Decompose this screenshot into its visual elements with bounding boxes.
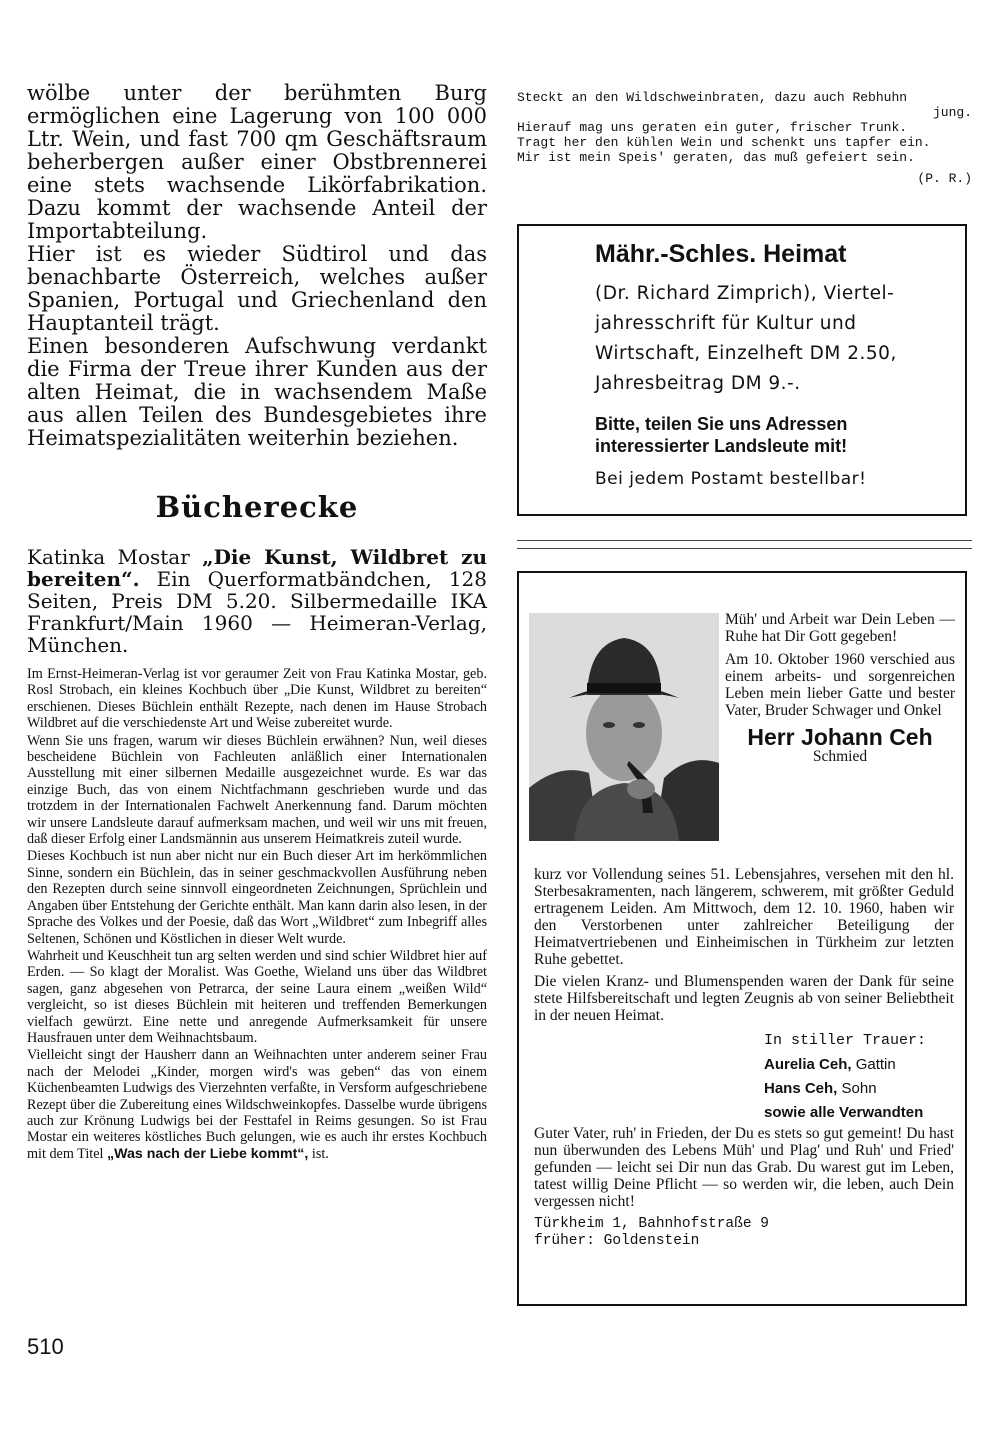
ad-request-line: interessierter Landsleute mit!	[595, 436, 848, 456]
advertisement-box	[517, 224, 967, 516]
mourning-label: In stiller Trauer:	[764, 1032, 927, 1049]
mourner-relation: Gattin	[855, 1056, 896, 1073]
deceased-name: Herr Johann Ceh	[747, 724, 933, 750]
ad-request	[595, 413, 965, 457]
obituary-intro-block	[725, 611, 955, 783]
lead-article	[27, 82, 487, 450]
review-paragraph: Im Ernst-Heimeran-Verlag ist vor geraumer Zeit von Frau Katinka Mostar, geb. Rosl Strobach, ein kleines Kochbuch über „Die Kunst, Wildbret zu bereiten“ erschienen. Dieses Büchlein enthält Rezepte, nach denen im Hause Strobach Wildbret auf die verschiedenste Art und Weise zubereitet wurde.	[27, 666, 487, 732]
mourner-name: sowie alle Verwandten	[764, 1104, 924, 1121]
section-heading: Bücherecke	[155, 490, 359, 524]
mourners-block	[764, 1032, 954, 1125]
ad-line: jahresschrift für Kultur und	[595, 313, 857, 334]
portrait-photo	[529, 613, 719, 841]
article-paragraph: wölbe unter der berühmten Burg ermöglichen eine Lagerung von 100 000 Ltr. Wein, und fast 700 qm Geschäftsraum beherbergen außer einer Obstbrennerei eine stets wachsende Likörfabrikation. Dazu kommt der wachsende Anteil der Importabteilung.	[27, 81, 487, 243]
obituary-address: Türkheim 1, Bahnhofstraße 9	[534, 1216, 769, 1232]
ad-request-line: Bitte, teilen Sie uns Adressen	[595, 414, 848, 434]
obituary-thanks: Die vielen Kranz- und Blumenspenden waren der Dank für seine stete Hilfsbereitschaft und legten Zeugnis ab von seiner Beliebtheit in der neuen Heimat.	[534, 973, 954, 1024]
review-paragraph-text: Vielleicht singt der Hausherr dann an Weihnachten unter anderem seiner Frau nach der Melodei „Kinder, morgen wird's was geben“ das von einem Küchenbeamten Ludwigs des Vierzehnten verfaßte, in Versform aufgeschriebene Rezept über die Zubereitung eines Wildschweinkopfes. Dasselbe wurde übrigens auch zur Krönung Ludwigs bei der Festtafel in Reims gesungen. So ist Frau Mostar ein weiteres köstliches Buch gelungen, wie es auch ihr erstes Kochbuch mit dem Titel	[27, 1047, 487, 1162]
poem-line: jung.	[932, 105, 972, 120]
article-paragraph: Einen besonderen Aufschwung verdankt die Firma der Treue ihrer Kunden aus der alten Heimat, die in wachsendem Maße aus allen Teilen des Bundesgebietes ihre Heimatspezialitäten weiterhin beziehen.	[27, 334, 487, 450]
ad-line: Wirtschaft, Einzelheft DM 2.50,	[595, 343, 897, 364]
book-author: Katinka Mostar	[27, 545, 190, 569]
poem-line: Steckt an den Wildschweinbraten, dazu auch Rebhuhn	[517, 90, 908, 105]
poem-excerpt	[517, 90, 972, 186]
mourner	[764, 1101, 954, 1125]
book-reference	[27, 546, 487, 656]
poem-line: Mir ist mein Speis' geraten, das muß gefeiert sein.	[517, 150, 915, 165]
obituary-intro: Am 10. Oktober 1960 verschied aus einem arbeits- und sorgenreichen Leben mein lieber Gatte und bester Vater, Bruder Schwager und Onkel	[725, 651, 955, 719]
ad-line: (Dr. Richard Zimprich), Viertel-	[595, 283, 895, 304]
poem-line: Hierauf mag uns geraten ein guter, frischer Trunk.	[517, 120, 908, 135]
poem-line: Tragt her den kühlen Wein und schenkt uns tapfer ein.	[517, 135, 931, 150]
mourner	[764, 1053, 954, 1077]
mourner-name: Aurelia Ceh,	[764, 1056, 852, 1073]
obituary-verse-top: Müh' und Arbeit war Dein Leben — Ruhe hat Dir Gott gegeben!	[725, 611, 955, 645]
obituary-verse: Guter Vater, ruh' in Frieden, der Du es stets so gut gemeint! Du hast nun überwunden des Lebens Müh' und Plag' und Ruh' und Fried' gefunden — leicht sei Dir nun das Grab. Du warest gut im Leben, tatest willig Deine Pflicht — so werden wir, die leben, auch Dein vergessen nicht!	[534, 1125, 954, 1210]
review-paragraph: Wahrheit und Keuschheit tun arg selten werden und sind schier Wildbret hier auf Erden. — So klagt der Moralist. Was Goethe, Wieland uns über das Wildbret sagen, ganz abgesehen von Petrarca, der seine Laura einem „weißen Wild“ vergleicht, so ist dieses Büchlein mit heiteren und treffenden Bemerkungen vielfach gewürzt. Eine nette und anregende Aufmerksamkeit für unsere Hausfrauen unter dem Weihnachtsbaum.	[27, 947, 487, 1046]
mourner-name: Hans Ceh,	[764, 1080, 838, 1097]
left-column	[27, 82, 487, 1163]
ad-postamt: Bei jedem Postamt bestellbar!	[595, 469, 867, 489]
review-paragraph: Dieses Kochbuch ist nun aber nicht nur ein Buch dieser Art im herkömmlichen Sinne, sondern ein Büchlein, das in seiner geschmackvollen Ausführung neben den Rezepten durch seine sinnvoll eingeordneten Zeichnungen, Sprüchlein und Angaben über Entstehung der Gerichte enthält. Man kann darin also lesen, in der Sprache des Volkes und der Poesie, daß das Wort „Wildbret“ zum Inbegriff alles Seltenen, Schönen und Köstlichen in dieser Welt wurde.	[27, 848, 487, 947]
divider	[517, 540, 972, 541]
page-number: 510	[27, 1334, 64, 1359]
deceased-occupation: Schmied	[812, 748, 868, 765]
review-paragraph-end: ist.	[311, 1145, 329, 1162]
poem-signature: (P. R.)	[917, 171, 972, 186]
obituary-notice	[517, 571, 967, 1306]
article-paragraph: Hier ist es wieder Südtirol und das benachbarte Österreich, welches außer Spanien, Portugal und Griechenland den Hauptanteil trägt.	[27, 242, 487, 335]
review-paragraph-last	[27, 1047, 487, 1162]
review-paragraph: Wenn Sie uns fragen, warum wir dieses Büchlein erwähnen? Nun, weil dieses bescheidene Büchlein von Fachleuten anläßlich einer Internationalen Ausstellung mit einer silbernen Medaille ausgezeichnet wurde. Es war das einzige Buch, das von einem Nichtfachmann geschrieben wurde und das trotzdem in der Internationalen Fachwelt Anerkennung fand. Darum möchten wir unsere Landsleute darauf aufmerksam machen, und weil wir uns mit freuen, daß dieser Erfolg einer Landsmännin aus unserem Heimatkreis zuteil wurde.	[27, 732, 487, 848]
mourner	[764, 1077, 954, 1101]
mourner-relation: Sohn	[841, 1080, 877, 1097]
book-details: Ein Querformatbändchen, 128 Seiten, Preis DM 5.20. Silbermedaille IKA Frankfurt/Main 1960 — Heimeran-Verlag, München.	[27, 567, 487, 657]
obituary-text: kurz vor Vollendung seines 51. Lebensjahres, versehen mit den hl. Sterbesakramenten, nach längerem, schwerem, mit größter Geduld ertragenem Leiden. Am Mittwoch, dem 12. 10. 1960, haben wir den Verstorbenen unter zahlreicher Beteiligung der Heimatvertriebenen und Einheimischen in Türkheim zur letzten Ruhe gebettet.	[534, 866, 954, 968]
obituary-body	[534, 866, 954, 1250]
ad-line: Jahresbeitrag DM 9.-.	[595, 373, 801, 394]
divider	[517, 548, 972, 549]
cookbook-title: „Was nach der Liebe kommt“,	[107, 1145, 309, 1162]
ad-title: Mähr.-Schles. Heimat	[595, 240, 847, 268]
book-title: „Die Kunst, Wildbret zu bereiten“.	[27, 545, 487, 591]
obituary-former-home: früher: Goldenstein	[534, 1233, 700, 1249]
